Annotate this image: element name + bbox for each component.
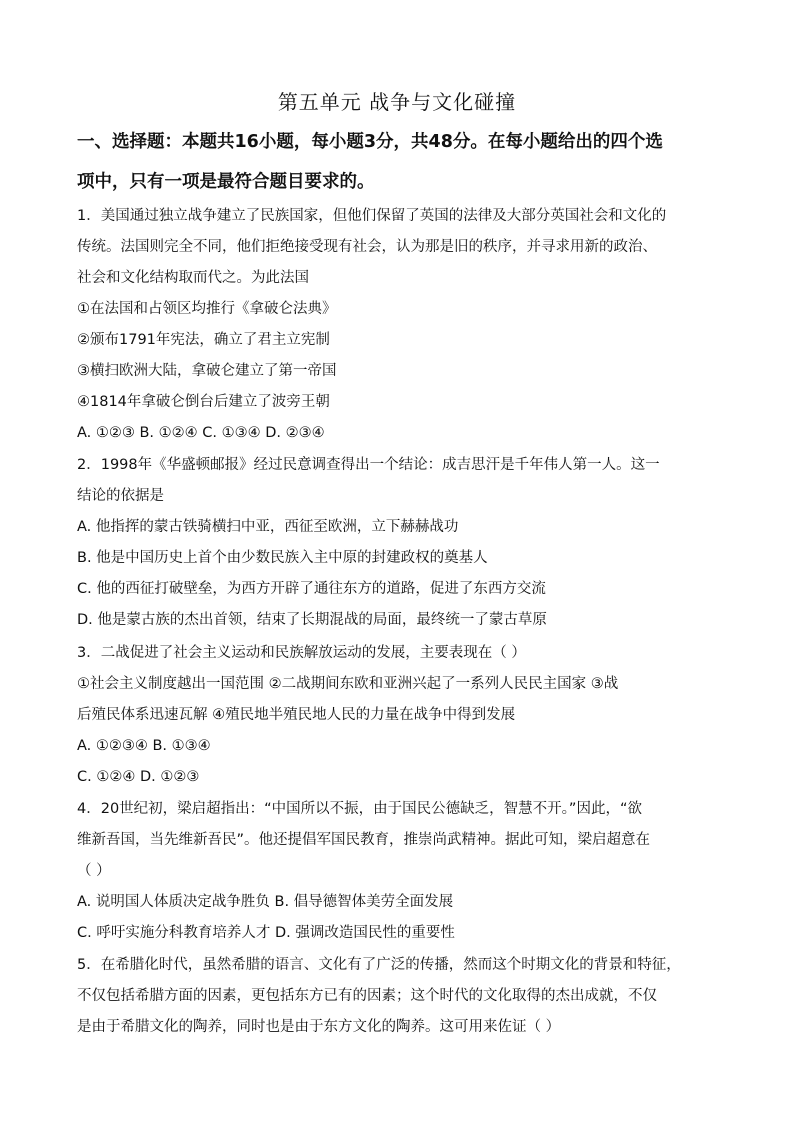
question-3-choices-2: C. ①②④ D. ①②③ bbox=[77, 769, 200, 785]
section-heading-line-2: 项中，只有一项是最符合题目要求的。 bbox=[77, 172, 375, 192]
question-1-choices: A. ①②③ B. ①②④ C. ①③④ D. ②③④ bbox=[77, 425, 325, 441]
question-1-stem-line-2: 传统。法国则完全不同，他们拒绝接受现有社会，认为那是旧的秩序，并寻求用新的政治、 bbox=[77, 239, 657, 255]
section-heading bbox=[77, 125, 722, 159]
question-4-options-ab: A. 说明国人体质决定战争胜负 B. 倡导德智体美劳全面发展 bbox=[77, 894, 454, 910]
question-4-options-cd: C. 呼吁实施分科教育培养人才 D. 强调改造国民性的重要性 bbox=[77, 925, 455, 941]
question-1-statement-4: ④1814年拿破仑倒台后建立了波旁王朝 bbox=[77, 394, 330, 410]
question-4-stem-line-3: （ ） bbox=[77, 863, 111, 879]
question-3-stem-line-3: 后殖民体系迅速瓦解 ④殖民地半殖民地人民的力量在战争中得到发展 bbox=[77, 707, 516, 723]
question-2-option-b: B. 他是中国历史上首个由少数民族入主中原的封建政权的奠基人 bbox=[77, 550, 488, 566]
question-4 bbox=[77, 794, 722, 949]
question-1-stem-line-3: 社会和文化结构取而代之。为此法国 bbox=[77, 270, 309, 286]
section-heading-cont bbox=[77, 165, 722, 199]
question-1-stem-line-1: 1．美国通过独立战争建立了民族国家，但他们保留了英国的法律及大部分英国社会和文化的 bbox=[77, 208, 667, 224]
question-2-stem-line-1: 2．1998年《华盛顿邮报》经过民意调查得出一个结论：成吉思汗是千年伟人第一人。这一 bbox=[77, 457, 660, 473]
question-2-option-d: D. 他是蒙古族的杰出首领，结束了长期混战的局面，最终统一了蒙古草原 bbox=[77, 612, 547, 628]
question-2-option-a: A. 他指挥的蒙古铁骑横扫中亚，西征至欧洲，立下赫赫战功 bbox=[77, 519, 459, 535]
section-heading-line-1: 一、选择题：本题共16小题，每小题3分，共48分。在每小题给出的四个选 bbox=[77, 132, 663, 152]
question-2-option-c: C. 他的西征打破壁垒，为西方开辟了通往东方的道路，促进了东西方交流 bbox=[77, 581, 546, 597]
question-2 bbox=[77, 450, 722, 636]
question-5-stem-line-3: 是由于希腊文化的陶养，同时也是由于东方文化的陶养。这可用来佐证（ ） bbox=[77, 1019, 561, 1035]
question-1-statement-3: ③横扫欧洲大陆，拿破仑建立了第一帝国 bbox=[77, 363, 337, 379]
question-1-statement-1: ①在法国和占领区均推行《拿破仑法典》 bbox=[77, 301, 337, 317]
question-2-stem-line-2: 结论的依据是 bbox=[77, 488, 164, 504]
page-title: 第五单元 战争与文化碰撞 bbox=[277, 90, 517, 114]
question-5-stem-line-1: 5．在希腊化时代，虽然希腊的语言、文化有了广泛的传播，然而这个时期文化的背景和特征， bbox=[77, 957, 681, 973]
question-3-stem-line-1: 3．二战促进了社会主义运动和民族解放运动的发展，主要表现在（ ） bbox=[77, 645, 526, 661]
question-4-stem-line-2: 维新吾国，当先维新吾民”。他还提倡军国民教育，推崇尚武精神。据此可知，梁启超意在 bbox=[77, 832, 651, 848]
question-3-choices-1: A. ①②③④ B. ①③④ bbox=[77, 738, 211, 754]
question-1-statement-2: ②颁布1791年宪法，确立了君主立宪制 bbox=[77, 332, 330, 348]
question-1 bbox=[77, 201, 722, 449]
question-3-stem-line-2: ①社会主义制度越出一国范围 ②二战期间东欧和亚洲兴起了一系列人民民主国家 ③战 bbox=[77, 676, 619, 692]
question-5 bbox=[77, 950, 722, 1043]
question-3 bbox=[77, 638, 722, 793]
question-5-stem-line-2: 不仅包括希腊方面的因素，更包括东方已有的因素；这个时代的文化取得的杰出成就，不仅 bbox=[77, 988, 657, 1004]
question-4-stem-line-1: 4．20世纪初，梁启超指出：“中国所以不振，由于国民公德缺乏，智慧不开。”因此，“欲 bbox=[77, 801, 642, 817]
